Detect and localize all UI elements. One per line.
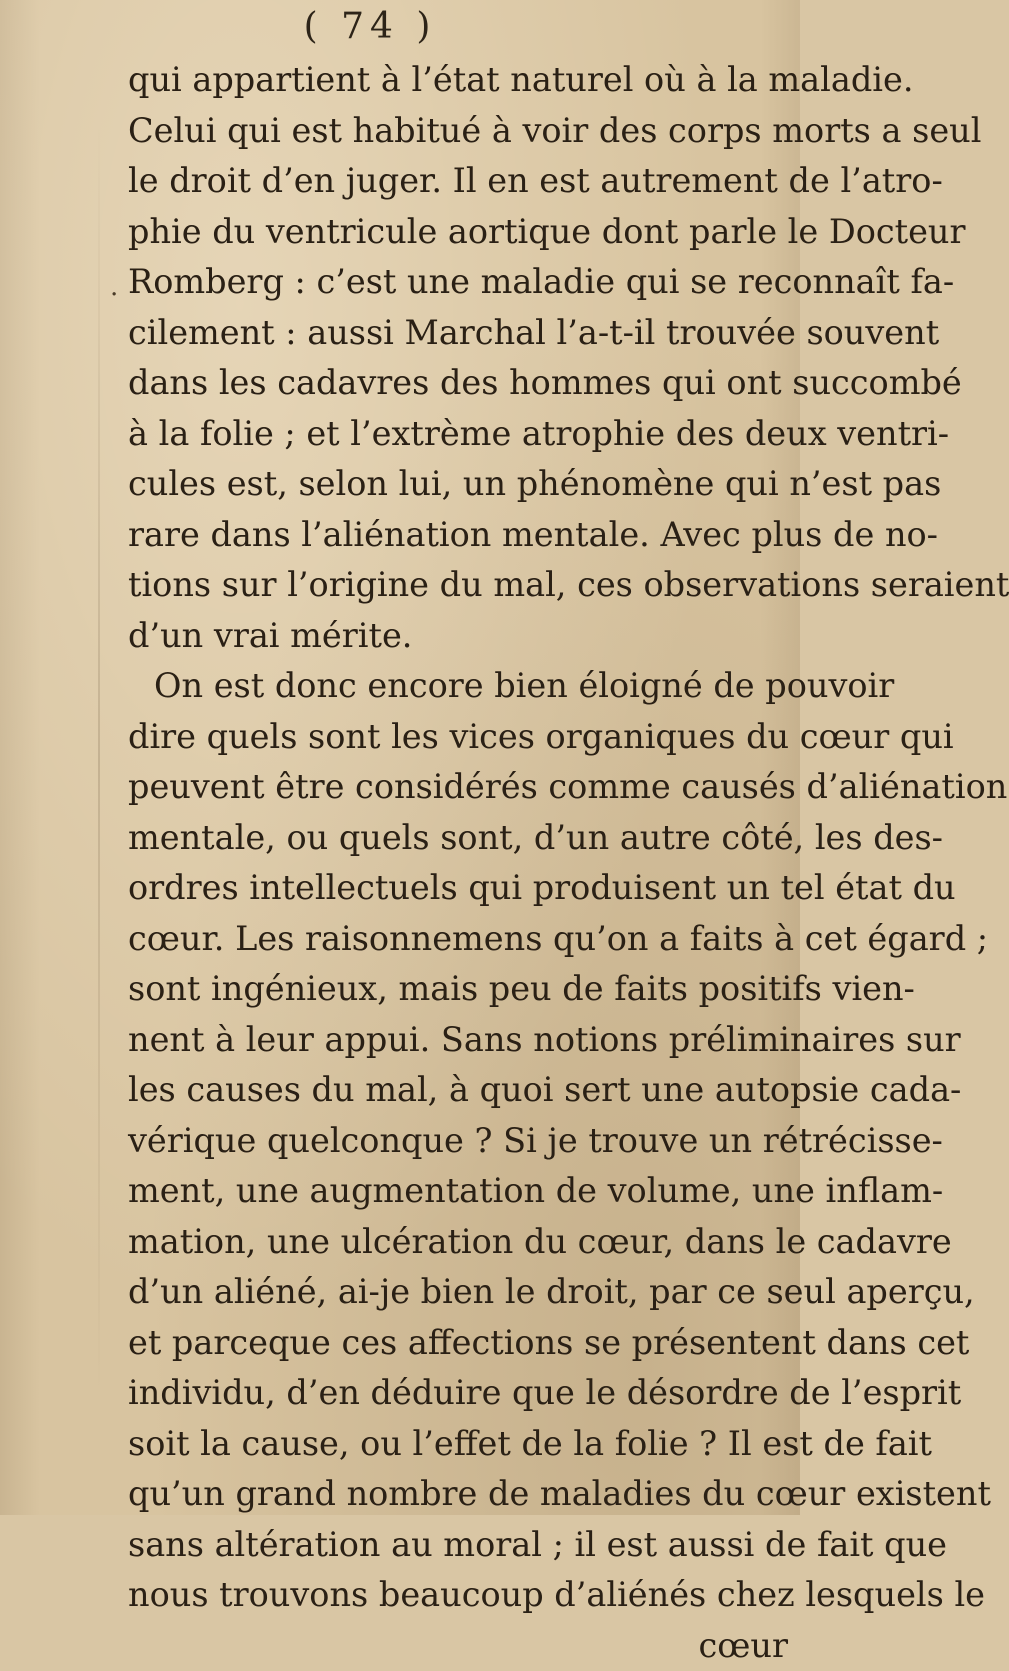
text-line: tions sur l’origine du mal, ces observations seraient: [128, 560, 788, 611]
text-line: et parceque ces affections se présentent dans cet: [128, 1318, 788, 1369]
page-number: ( 74 ): [0, 6, 770, 47]
text-line: individu, d’en déduire que le désordre de l’esprit: [128, 1368, 788, 1419]
text-line: vérique quelconque ? Si je trouve un rétrécisse-: [128, 1116, 788, 1167]
text-line: le droit d’en juger. Il en est autrement de l’atro-: [128, 156, 788, 207]
text-line: à la folie ; et l’extrème atrophie des deux ventri-: [128, 409, 788, 460]
text-line: mation, une ulcération du cœur, dans le cadavre: [128, 1217, 788, 1268]
text-line: sont ingénieux, mais peu de faits positifs vien-: [128, 964, 788, 1015]
text-line: soit la cause, ou l’effet de la folie ? Il est de fait: [128, 1419, 788, 1470]
text-line: Romberg : c’est une maladie qui se reconnaît fa-: [128, 257, 788, 308]
text-line: les causes du mal, à quoi sert une autopsie cada-: [128, 1065, 788, 1116]
text-line: qu’un grand nombre de maladies du cœur existent: [128, 1469, 788, 1520]
text-line: d’un aliéné, ai-je bien le droit, par ce seul aperçu,: [128, 1267, 788, 1318]
text-line: rare dans l’aliénation mentale. Avec plus de no-: [128, 510, 788, 561]
text-line: ment, une augmentation de volume, une inflam-: [128, 1166, 788, 1217]
text-line: dans les cadavres des hommes qui ont succombé: [128, 358, 788, 409]
paragraph-end-line: d’un vrai mérite.: [128, 611, 788, 662]
text-line: peuvent être considérés comme causés d’aliénation: [128, 762, 788, 813]
text-line: qui appartient à l’état naturel où à la maladie.: [128, 55, 788, 106]
text-line: dire quels sont les vices organiques du cœur qui: [128, 712, 788, 763]
text-line: cilement : aussi Marchal l’a-t-il trouvée souvent: [128, 308, 788, 359]
text-line: nous trouvons beaucoup d’aliénés chez lesquels le: [128, 1570, 788, 1621]
text-line: cœur. Les raisonnemens qu’on a faits à cet égard ;: [128, 914, 788, 965]
page-fold-shadow: [98, 120, 100, 1400]
paragraph-start-line: On est donc encore bien éloigné de pouvoir: [128, 661, 788, 712]
text-line: cules est, selon lui, un phénomène qui n’est pas: [128, 459, 788, 510]
text-line: phie du ventricule aortique dont parle le Docteur: [128, 207, 788, 258]
body-text: [128, 55, 788, 1671]
text-line: sans altération au moral ; il est aussi de fait que: [128, 1520, 788, 1571]
catchword: cœur: [128, 1621, 788, 1671]
text-line: mentale, ou quels sont, d’un autre côté, les des-: [128, 813, 788, 864]
text-line: nent à leur appui. Sans notions préliminaires sur: [128, 1015, 788, 1066]
text-line: ordres intellectuels qui produisent un tel état du: [128, 863, 788, 914]
text-line: Celui qui est habitué à voir des corps morts a seul: [128, 106, 788, 157]
margin-mark: .: [110, 272, 118, 302]
